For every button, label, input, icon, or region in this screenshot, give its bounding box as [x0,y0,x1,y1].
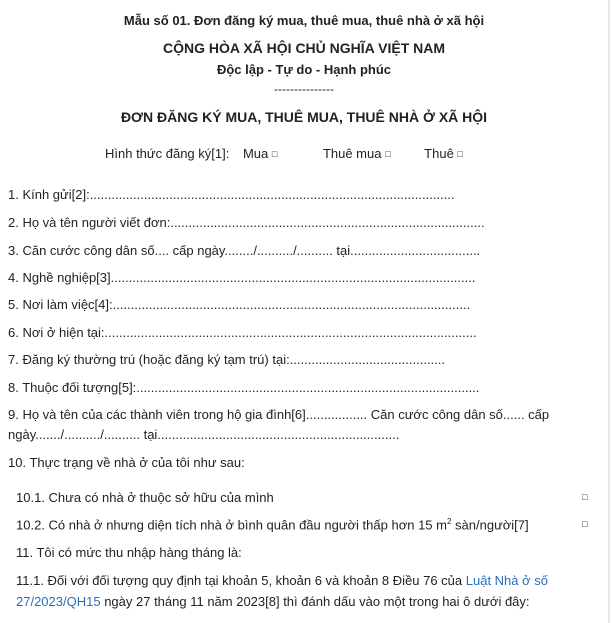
law-link-number[interactable]: 27/2023/QH15 [16,594,101,609]
field-housing-status: 10. Thực trạng về nhà ở của tôi như sau: [8,455,245,470]
field-occupation: 4. Nghề nghiệp[3]..................................................................................................... [8,270,476,285]
registration-label: Hình thức đăng ký[1]: [105,146,230,161]
field-income: 11. Tôi có mức thu nhập hàng tháng là: [16,545,242,560]
nation-heading: CỘNG HÒA XÃ HỘI CHỦ NGHĨA VIỆT NAM [162,40,446,56]
checkbox-icon: □ [271,149,278,159]
registration-type [105,146,463,161]
separator: --------------- [274,82,334,96]
field-workplace: 5. Nơi làm việc[4]:................................................................................................... [8,297,471,312]
field-residence: 6. Nơi ở hiện tại:....................................................................................................... [8,325,477,340]
option-mua[interactable]: Mua □ [242,146,278,161]
document-title: ĐƠN ĐĂNG KÝ MUA, THUÊ MUA, THUÊ NHÀ Ở XÃ HỘI [120,109,488,125]
motto: Độc lập - Tự do - Hạnh phúc [216,62,392,77]
checkbox-icon: □ [385,149,391,159]
form-label: Mẫu số 01. Đơn đăng ký mua, thuê mua, thuê nhà ở xã hội [123,13,485,28]
law-link[interactable]: Luật Nhà ở số [465,573,548,588]
field-household-1: 9. Họ và tên của các thành viên trong hộ gia đình[6]................. Căn cước công dân số...... cấp [8,407,550,422]
field-name: 2. Họ và tên người viết đơn:....................................................................................... [8,215,485,230]
field-household-2: ngày......./........../.......... tại................................................................... [8,427,400,442]
field-id: 3. Căn cước công dân số.... cấp ngày......../........../.......... tại.................................... [8,243,481,258]
field-income-11-1-line2: 27/2023/QH15 ngày 27 tháng 11 năm 2023[8] thì đánh dấu vào một trong hai ô dưới đây: [16,594,530,609]
field-category: 8. Thuộc đối tượng[5]:............................................................................................... [8,380,480,395]
field-income-11-1-line1: 11.1. Đối với đối tượng quy định tại khoản 5, khoản 6 và khoản 8 Điều 76 của Luật Nhà ở số [16,573,548,588]
page-edge [608,0,610,623]
option-thue-mua[interactable]: Thuê mua □ [322,146,391,161]
option-10-2: 10.2. Có nhà ở nhưng diện tích nhà ở bình quân đầu người thấp hơn 15 $m^2$ sàn/người[7] [16,517,529,533]
checkbox-icon[interactable]: □ [582,492,588,502]
checkbox-icon: □ [457,149,463,159]
checkbox-icon[interactable]: □ [582,519,588,529]
field-recipient: 1. Kính gửi[2]:..................................................................................................... [8,187,455,202]
option-thue[interactable]: Thuê □ [424,146,463,161]
field-registration: 7. Đăng ký thường trú (hoặc đăng ký tạm trú) tại:........................................... [8,352,445,367]
option-10-1: 10.1. Chưa có nhà ở thuộc sở hữu của mình [16,490,274,505]
